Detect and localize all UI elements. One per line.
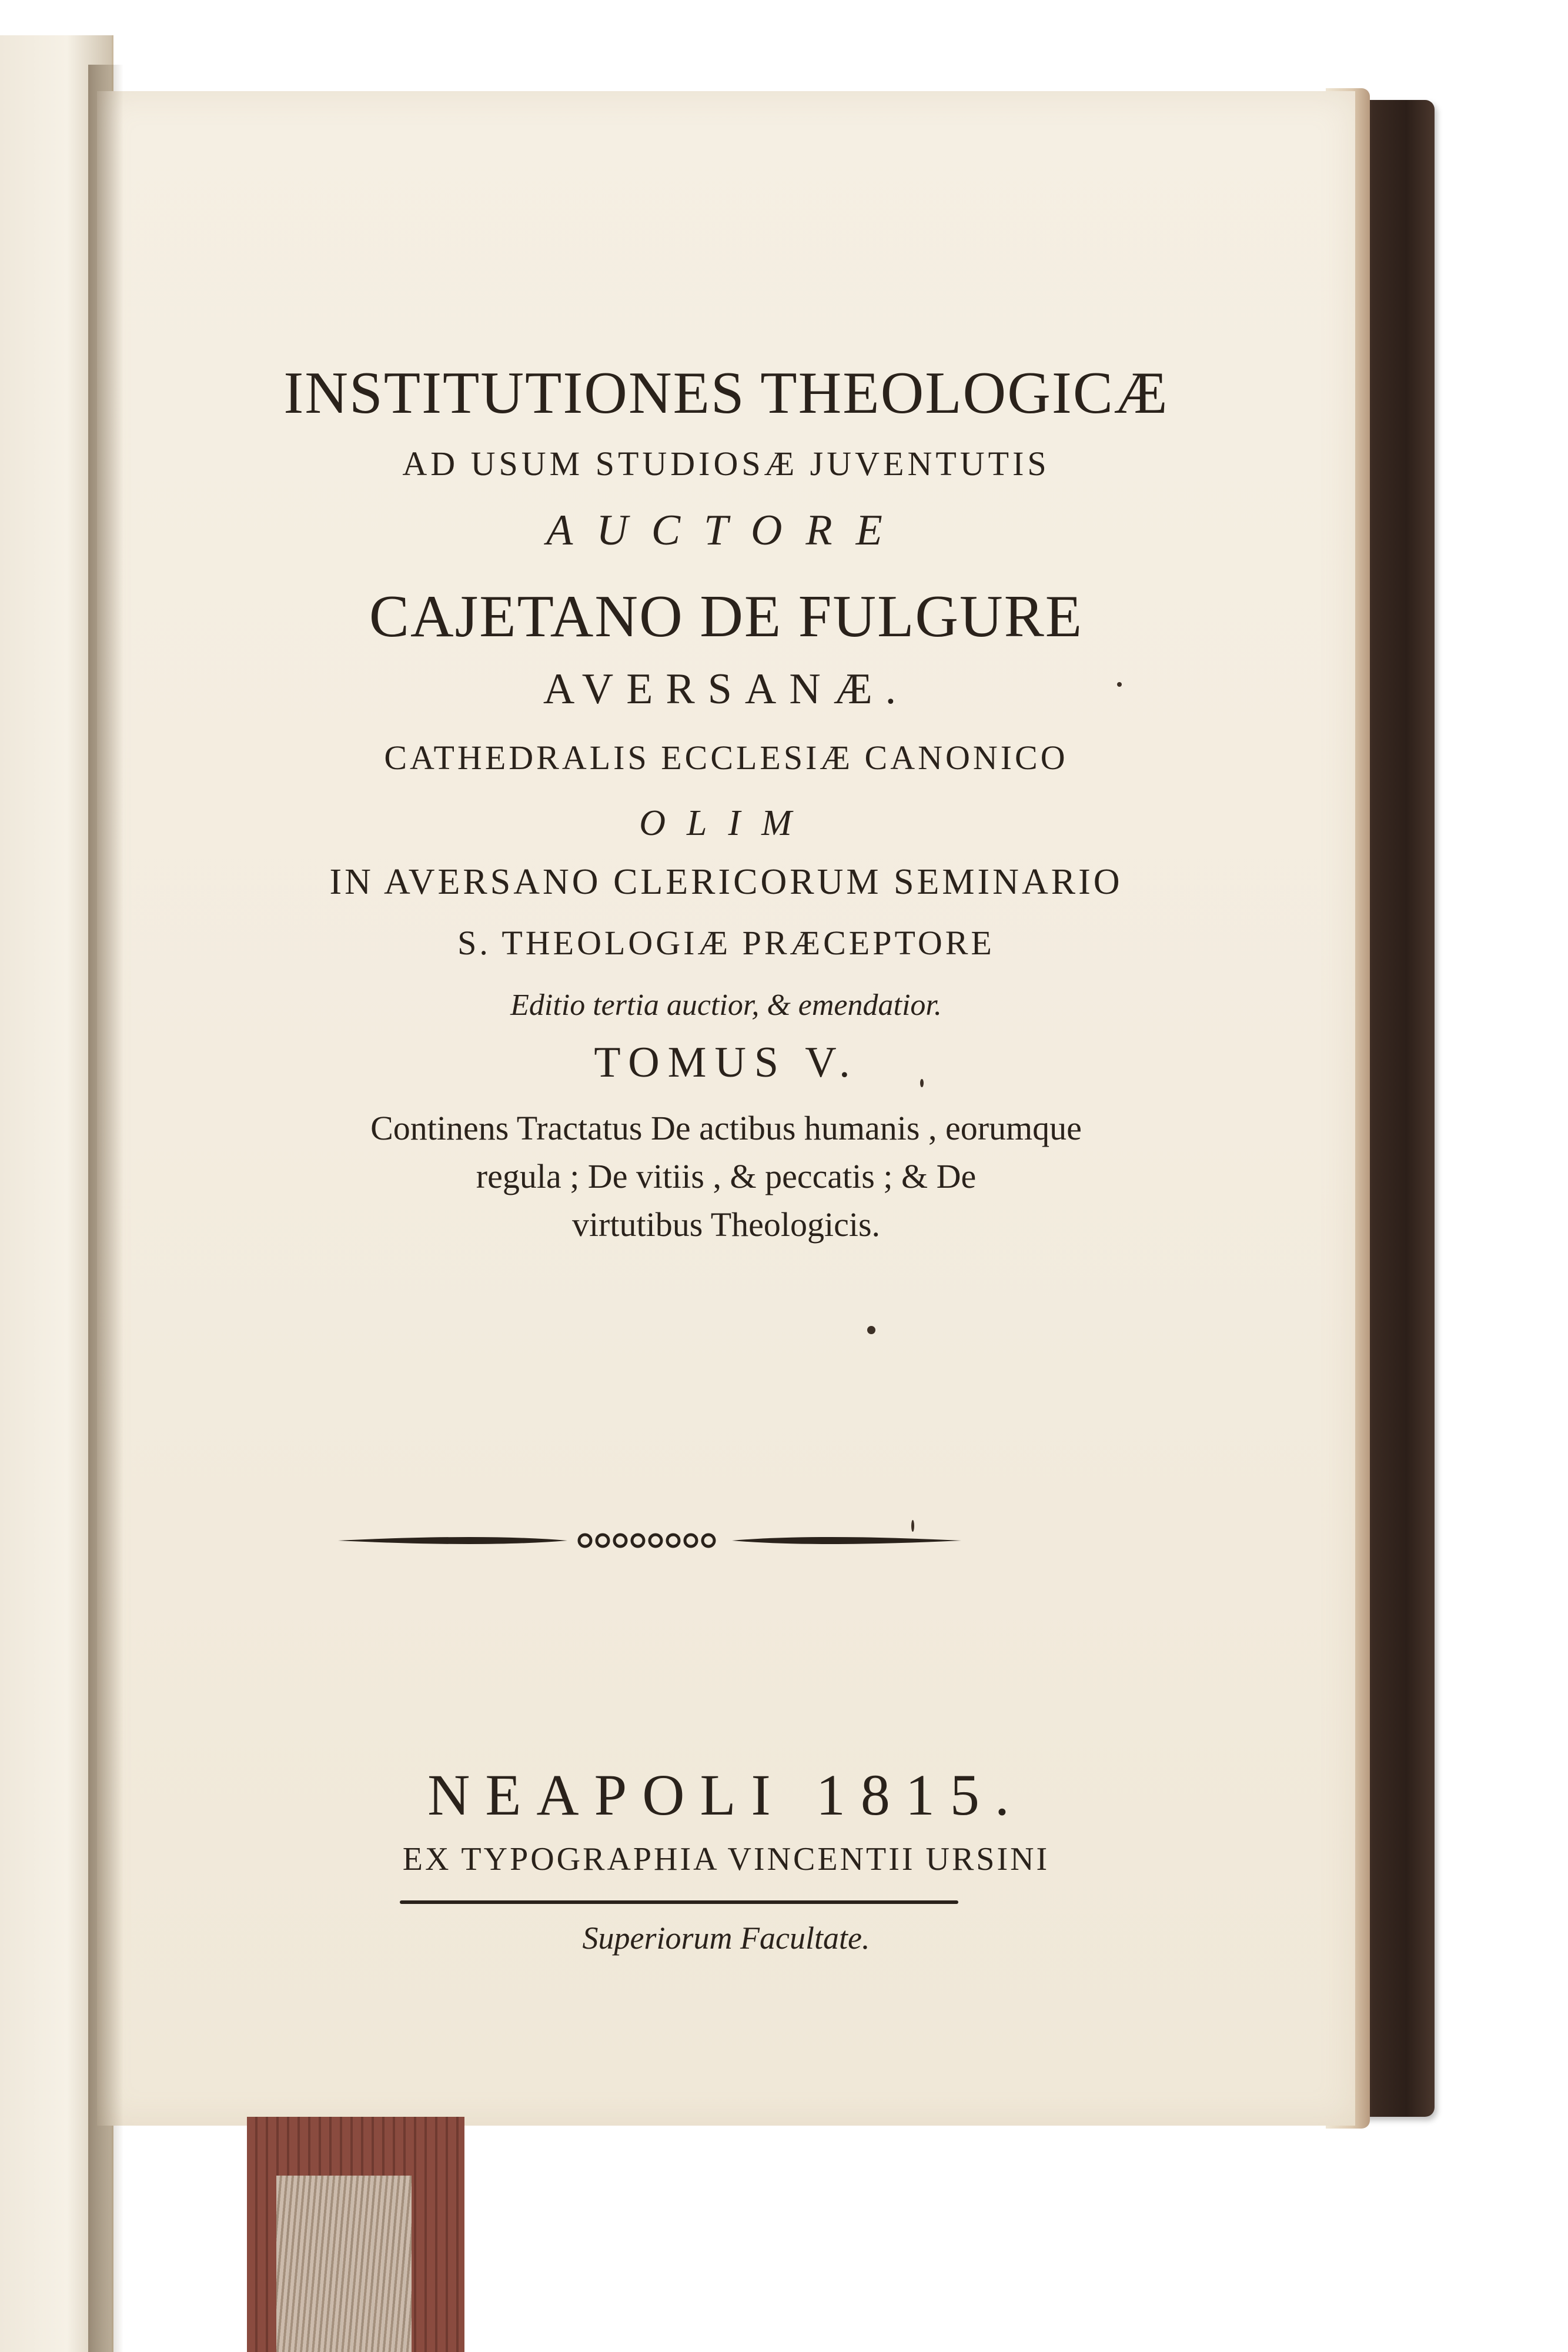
contents-line-3: virtutibus Theologicis. [571, 1205, 881, 1244]
imprint-place-date: NEAPOLI 1815. [427, 1762, 1025, 1828]
olim-label: OLIM [639, 803, 813, 843]
ink-speck [867, 1326, 875, 1334]
imprint-printer: EX TYPOGRAPHIA VINCENTII URSINI [402, 1841, 1050, 1877]
gutter-shadow [88, 65, 123, 2352]
ornament-divider [332, 1529, 967, 1552]
contents-line-2: regula ; De vitiis , & peccatis ; & De [476, 1157, 977, 1195]
ink-speck [911, 1520, 914, 1532]
book-subtitle: AD USUM STUDIOSÆ JUVENTUTIS [402, 445, 1050, 483]
contents-line-1: Continens Tractatus De actibus humanis , eorumque [370, 1109, 1082, 1147]
volume-number: TOMUS V. [594, 1038, 858, 1087]
ink-speck [920, 1079, 924, 1087]
author-name: CAJETANO DE FULGURE [369, 583, 1084, 650]
imprint-rule [400, 1900, 958, 1904]
edition-statement: Editio tertia auctior, & emendatior. [510, 988, 942, 1022]
auctore-label: AUCTORE [546, 506, 906, 554]
seminary-line: IN AVERSANO CLERICORUM SEMINARIO [329, 862, 1123, 902]
ink-speck [1117, 682, 1122, 687]
title-page [97, 91, 1355, 2126]
imprint-permission: Superiorum Facultate. [582, 1920, 870, 1956]
author-see: AVERSANÆ. [543, 665, 910, 713]
book-title: INSTITUTIONES THEOLOGICÆ [283, 360, 1169, 426]
ribbon-frayed-threads [276, 2176, 412, 2352]
preceptor-line: S. THEOLOGIÆ PRÆCEPTORE [457, 924, 995, 962]
author-office: CATHEDRALIS ECCLESIÆ CANONICO [384, 739, 1068, 777]
